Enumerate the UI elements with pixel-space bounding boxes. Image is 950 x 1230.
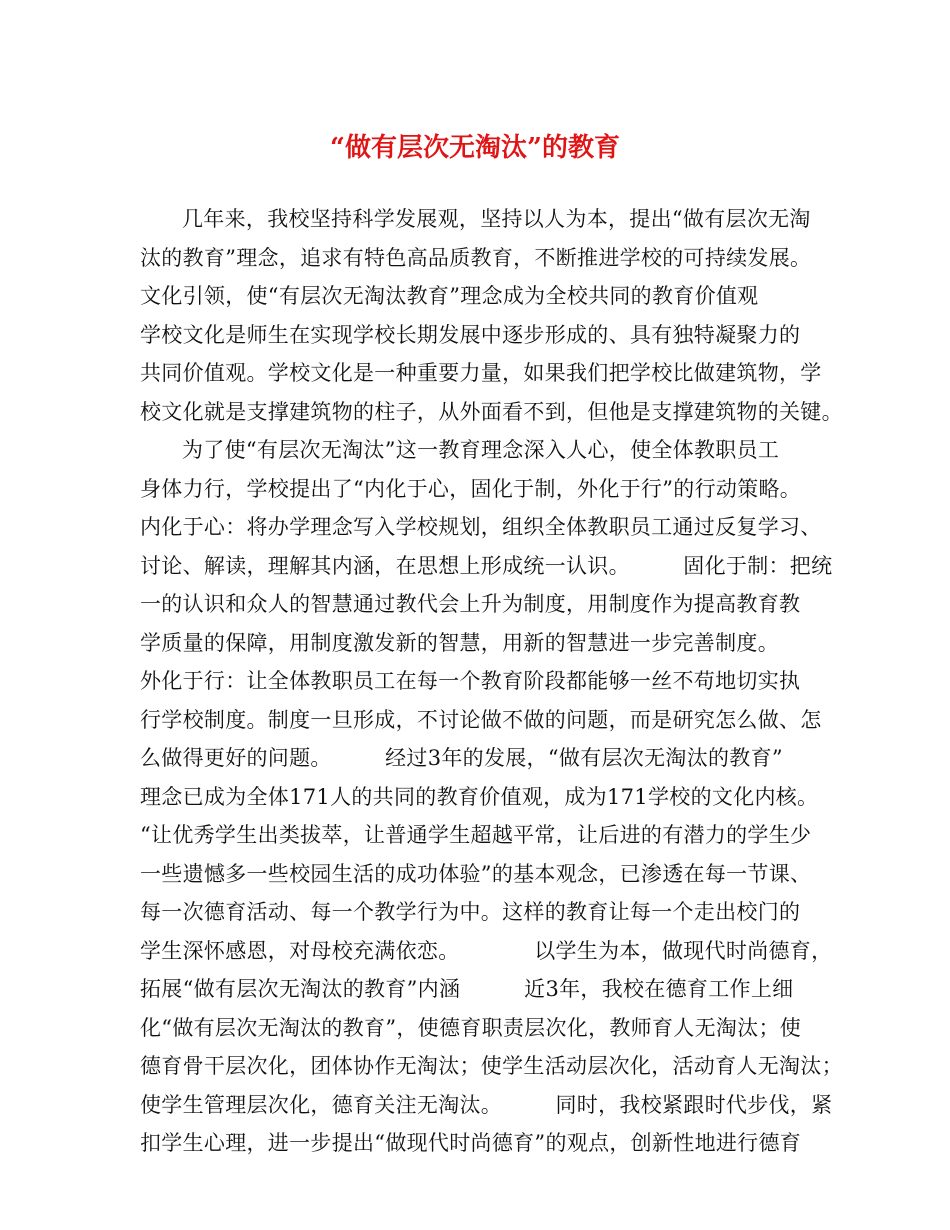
- body-line: 化“做有层次无淘汰的教育”，使德育职责层次化，教师育人无淘汰；使: [140, 1015, 802, 1040]
- body-line: 学生深怀感恩，对母校充满依恋。 以学生为本，做现代时尚德育，: [140, 938, 833, 963]
- body-line: 学校文化是师生在实现学校长期发展中逐步形成的、具有独特凝聚力的: [140, 322, 801, 347]
- body-line: 汰的教育”理念，追求有特色高品质教育，不断推进学校的可持续发展。: [140, 245, 812, 270]
- body-line: 文化引领，使“有层次无淘汰教育”理念成为全校共同的教育价值观: [140, 284, 759, 308]
- body-line: 讨论、解读，理解其内涵，在思想上形成统一认识。 固化于制：把统: [140, 553, 833, 578]
- body-line: 拓展“做有层次无淘汰的教育”内涵 近3年，我校在德育工作上细: [140, 977, 794, 1001]
- body-line: 使学生管理层次化，德育关注无淘汰。 同时，我校紧跟时代步伐，紧: [140, 1092, 833, 1117]
- body-line: 理念已成为全体171人的共同的教育价值观，成为171学校的文化内核。: [140, 784, 819, 809]
- body-line: 几年来，我校坚持科学发展观，坚持以人为本，提出“做有层次无淘: [182, 207, 811, 231]
- document-title: “做有层次无淘汰”的教育: [330, 133, 620, 163]
- body-line: “让优秀学生出类拔萃，让普通学生超越平常，让后进的有潜力的学生少: [140, 823, 812, 847]
- body-line: 每一次德育活动、每一个教学行为中。这样的教育让每一个走出校门的: [140, 900, 801, 924]
- body-line: 么做得更好的问题。 经过3年的发展，“做有层次无淘汰的教育”: [140, 746, 783, 770]
- body-line: 内化于心：将办学理念写入学校规划，组织全体教职员工通过反复学习、: [140, 515, 822, 539]
- body-line: 身体力行，学校提出了“内化于心，固化于制，外化于行”的行动策略。: [140, 476, 802, 501]
- body-line: 行学校制度。制度一旦形成，不讨论做不做的问题，而是研究怎么做、怎: [140, 707, 822, 732]
- body-line: 为了使“有层次无淘汰”这一教育理念深入人心，使全体教职员工: [182, 438, 780, 462]
- document-body: [140, 200, 843, 1163]
- body-line: 学质量的保障，用制度激发新的智慧，用新的智慧进一步完善制度。: [140, 630, 779, 655]
- body-line: 一的认识和众人的智慧通过教代会上升为制度，用制度作为提高教育教: [140, 592, 801, 616]
- body-line: 外化于行：让全体教职员工在每一个教育阶段都能够一丝不苟地切实执: [140, 669, 801, 693]
- body-line: 德育骨干层次化，团体协作无淘汰；使学生活动层次化，活动育人无淘汰；: [140, 1054, 843, 1078]
- body-line: 共同价值观。学校文化是一种重要力量，如果我们把学校比做建筑物，学: [140, 361, 822, 385]
- body-line: 校文化就是支撑建筑物的柱子，从外面看不到，但他是支撑建筑物的关键。: [140, 399, 843, 424]
- body-line: 扣学生心理，进一步提出“做现代时尚德育”的观点，创新性地进行德育: [140, 1131, 802, 1155]
- body-line: 一些遗憾多一些校园生活的成功体验”的基本观念，已渗透在每一节课、: [140, 861, 812, 886]
